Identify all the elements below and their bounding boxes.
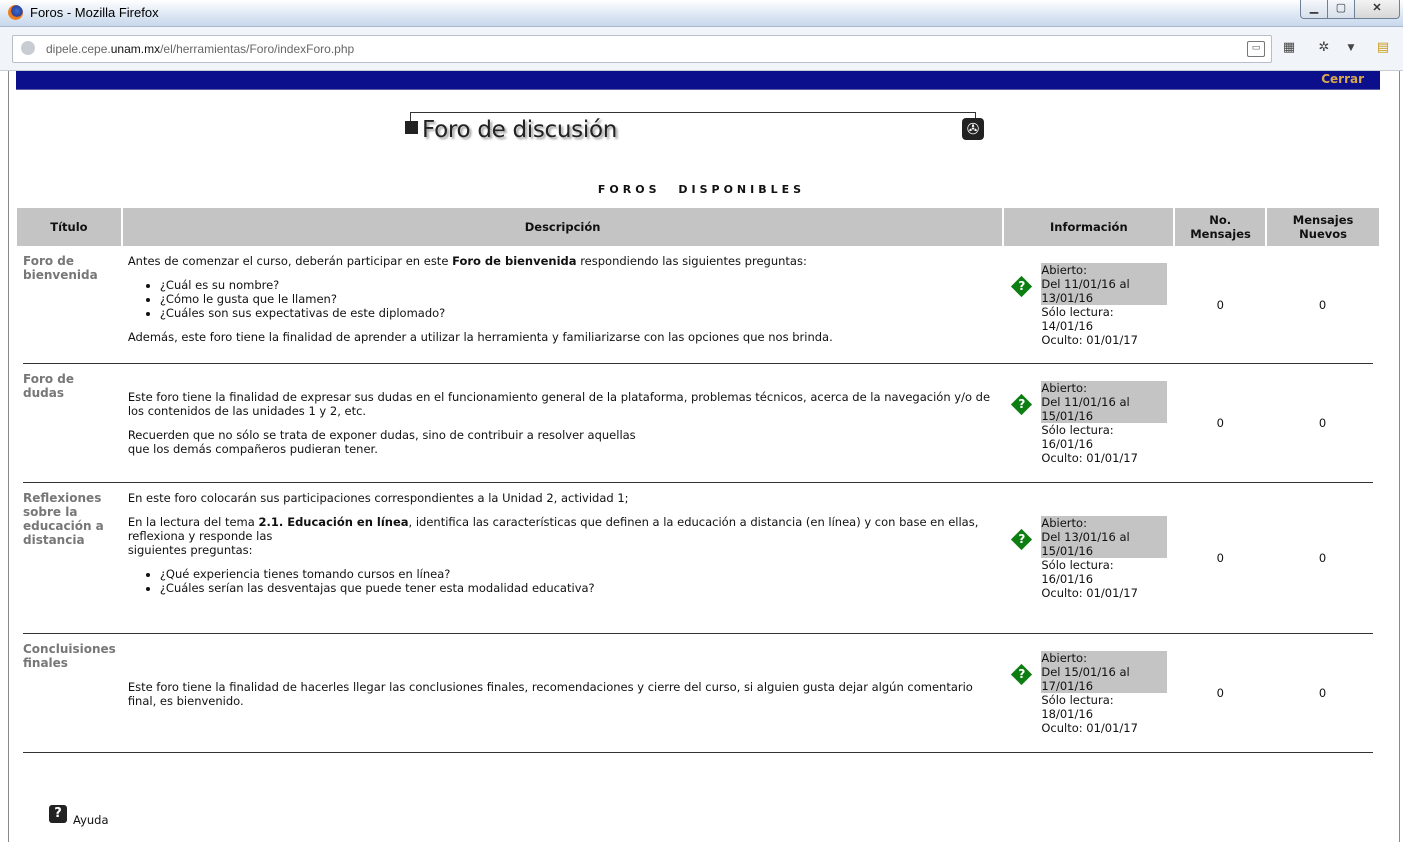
forum-title-link[interactable]: Reflexiones sobre la educación a distancia — [23, 491, 104, 547]
table-header-row — [17, 208, 1379, 246]
list-item: • ¿Cuáles serían las desventajas que puede tener esta modalidad educativa? — [160, 581, 998, 595]
new-message-count: 0 — [1318, 686, 1327, 700]
help-icon[interactable]: ? — [49, 805, 67, 823]
page-title: Foro de discusión — [422, 117, 617, 143]
forum-title-link[interactable]: Concluisiones finales — [23, 642, 116, 670]
page-content — [0, 71, 1403, 842]
window-title: Foros - Mozilla Firefox — [30, 5, 159, 20]
hidden-date: Oculto: 01/01/17 — [1041, 721, 1138, 735]
window-titlebar — [0, 0, 1403, 27]
new-message-count: 0 — [1318, 297, 1327, 312]
description-paragraph: En la lectura del tema 2.1. Educación en línea, identifica las características que definen a la educación a distancia (en línea) y con base en ellas, reflexiona y responde las siguientes preguntas: — [127, 515, 979, 557]
readonly-date: 16/01/16 — [1041, 572, 1094, 586]
message-count: 0 — [1216, 416, 1224, 430]
hidden-date: Oculto: 01/01/17 — [1041, 451, 1138, 465]
reader-view-icon[interactable]: ▭ — [1247, 41, 1265, 57]
readonly-label: Sólo lectura: — [1041, 558, 1114, 572]
film-reel-icon: ✇ — [962, 118, 984, 140]
forum-description — [122, 364, 1004, 482]
list-item: • ¿Cuáles son sus expectativas de este diplomado? — [160, 306, 998, 320]
description-paragraph: Este foro tiene la finalidad de expresar sus dudas en el funcionamiento general de la plataforma, problemas técnicos, acerca de la navegación y/o de los contenidos de las unidades 1 y 2, etc. — [127, 390, 991, 418]
question-list — [128, 278, 998, 320]
url-text[interactable]: dipele.cepe.unam.mx/el/herramientas/Foro/indexForo.php — [46, 42, 355, 56]
readonly-label: Sólo lectura: — [1041, 693, 1114, 707]
bug-icon[interactable]: ✲ — [1318, 40, 1330, 55]
maximize-button[interactable]: ▢ — [1327, 0, 1355, 19]
open-period: Abierto: Del 11/01/16 al 13/01/16 — [1041, 263, 1167, 305]
url-bar[interactable] — [12, 35, 1272, 63]
forum-info — [1003, 634, 1174, 752]
forum-info — [1003, 246, 1174, 363]
window-layout-icon[interactable]: ▦ — [1282, 40, 1296, 55]
close-link[interactable]: Cerrar — [1321, 72, 1364, 86]
forum-title-link[interactable]: Foro de bienvenida — [23, 254, 98, 282]
hidden-date: Oculto: 01/01/17 — [1041, 586, 1138, 600]
table-row — [17, 364, 1379, 482]
open-period: Abierto: Del 11/01/16 al 15/01/16 — [1041, 381, 1167, 423]
toolbar-extension-icon[interactable]: ▤ — [1376, 40, 1390, 55]
header-description: Descripción — [122, 208, 1004, 246]
forum-title-link[interactable]: Foro de dudas — [23, 372, 75, 400]
firefox-icon — [8, 5, 23, 20]
help-link[interactable] — [49, 805, 109, 827]
help-diamond-icon[interactable]: ? — [1011, 664, 1032, 685]
header-new-messages: Mensajes Nuevos — [1266, 208, 1379, 246]
help-diamond-icon[interactable]: ? — [1011, 529, 1032, 550]
dropdown-arrow-icon[interactable]: ▼ — [1347, 43, 1355, 53]
open-period: Abierto: Del 15/01/16 al 17/01/16 — [1041, 651, 1167, 693]
description-paragraph: Este foro tiene la finalidad de hacerles llegar las conclusiones finales, recomendaciones y cierre del curso, si alguien gusta dejar algún comentario final, es bienvenido. — [127, 680, 973, 708]
forum-description — [122, 246, 1004, 363]
description-paragraph: Recuerden que no sólo se trata de exponer dudas, sino de contribuir a resolver aquellas que los demás compañeros pudieran tener. — [127, 428, 636, 456]
description-intro: Antes de comenzar el curso, deberán participar en este Foro de bienvenida respondiendo las siguientes preguntas: — [127, 254, 807, 268]
table-row — [17, 246, 1379, 363]
open-period: Abierto: Del 13/01/16 al 15/01/16 — [1041, 516, 1167, 558]
description-outro: Además, este foro tiene la finalidad de aprender a utilizar la herramienta y familiarizarse con las opciones que nos brinda. — [127, 330, 833, 344]
header-title: Título — [17, 208, 122, 246]
readonly-date: 16/01/16 — [1041, 437, 1094, 451]
forums-table — [17, 208, 1379, 753]
forum-description — [122, 483, 1004, 633]
header-square-icon — [405, 121, 418, 134]
readonly-label: Sólo lectura: — [1041, 423, 1114, 437]
help-diamond-icon[interactable]: ? — [1011, 276, 1032, 297]
message-count: 0 — [1216, 297, 1224, 312]
forum-info — [1003, 483, 1174, 633]
forum-info — [1003, 364, 1174, 482]
new-message-count: 0 — [1318, 551, 1327, 565]
table-row — [17, 634, 1379, 752]
readonly-label: Sólo lectura: — [1041, 304, 1114, 319]
minimize-button[interactable]: ▁ — [1300, 0, 1328, 19]
help-diamond-icon[interactable]: ? — [1011, 394, 1032, 415]
browser-navbar — [0, 27, 1403, 71]
forum-description — [122, 634, 1004, 752]
list-item: • ¿Qué experiencia tienes tomando cursos en línea? — [160, 567, 998, 581]
message-count: 0 — [1216, 551, 1224, 565]
table-row — [17, 483, 1379, 633]
question-list — [128, 567, 998, 595]
list-item: • ¿Cómo le gusta que le llamen? — [160, 292, 998, 306]
readonly-date: 14/01/16 — [1041, 318, 1094, 333]
row-divider — [23, 752, 1373, 753]
description-paragraph: En este foro colocarán sus participaciones correspondientes a la Unidad 2, actividad 1; — [127, 491, 629, 505]
readonly-date: 18/01/16 — [1041, 707, 1094, 721]
list-item: • ¿Cuál es su nombre? — [160, 278, 998, 292]
section-title: FOROS DISPONIBLES — [597, 183, 806, 196]
new-message-count: 0 — [1318, 416, 1327, 430]
hidden-date: Oculto: 01/01/17 — [1041, 332, 1138, 347]
close-window-button[interactable]: ✕ — [1354, 0, 1400, 19]
globe-icon — [21, 41, 35, 55]
top-bar — [16, 71, 1380, 90]
help-label[interactable]: Ayuda — [73, 813, 109, 827]
message-count: 0 — [1216, 686, 1224, 700]
header-information: Información — [1003, 208, 1174, 246]
header-messages: No. Mensajes — [1174, 208, 1266, 246]
